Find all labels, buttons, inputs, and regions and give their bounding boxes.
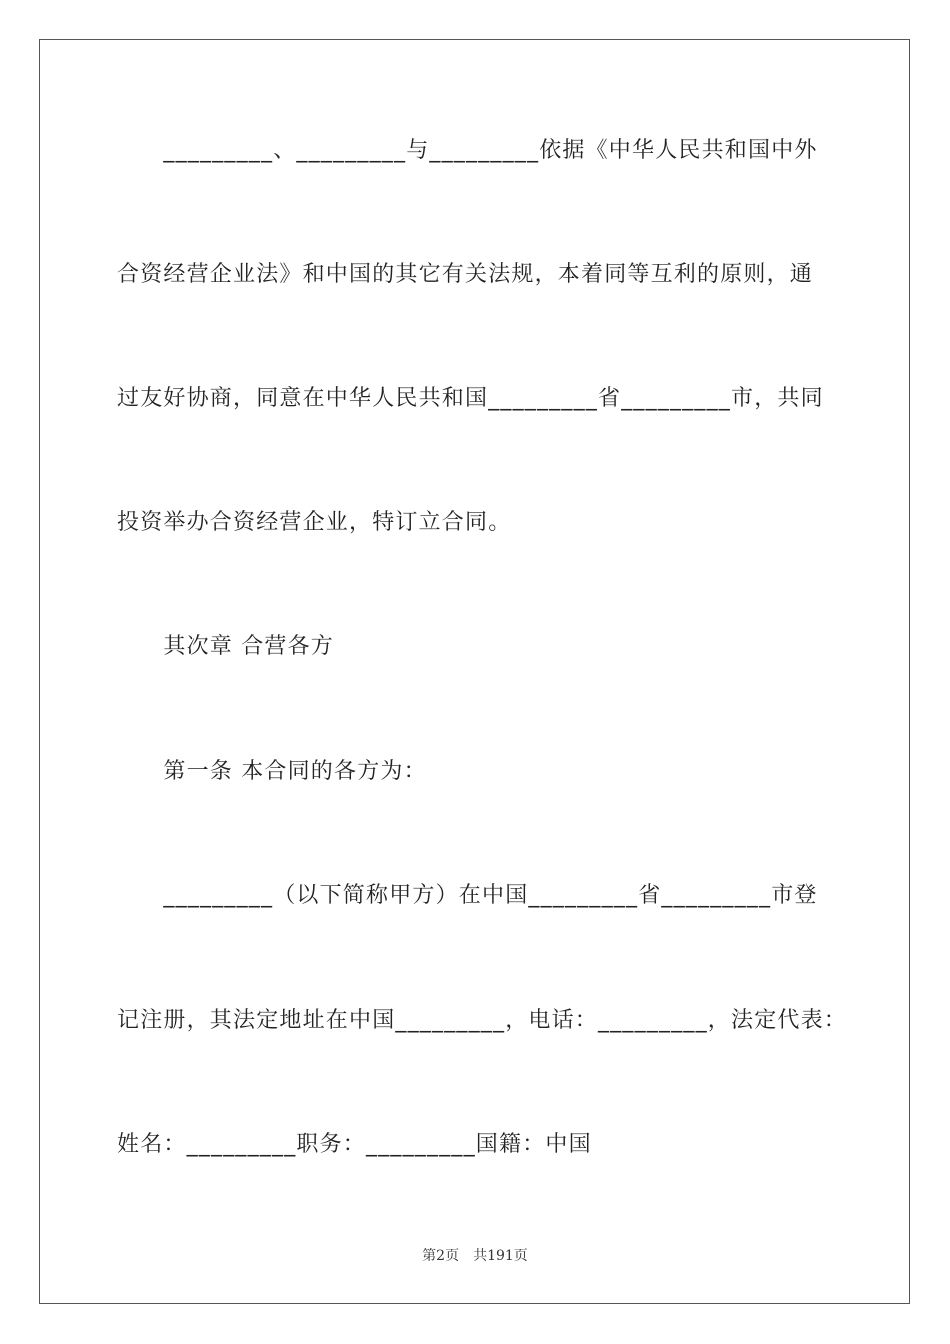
paragraph-line-2: 合资经营企业法》和中国的其它有关法规，本着同等互利的原则，通 xyxy=(117,262,814,287)
paragraph-line-9: 姓名：_________职务：_________国籍：中国 xyxy=(117,1132,592,1157)
page-footer: 第2页 共191页 xyxy=(422,1248,528,1264)
paragraph-line-7: _________（以下简称甲方）在中国_________省_________市登 xyxy=(117,883,818,908)
paragraph-line-3: 过友好协商，同意在中华人民共和国_________省_________市，共同 xyxy=(117,386,824,411)
paragraph-line-8: 记注册，其法定地址在中国_________，电话：_________，法定代表： xyxy=(117,1008,848,1033)
chapter-heading: 其次章 合营各方 xyxy=(117,634,334,659)
paragraph-line-1: _________、_________与_________依据《中华人民共和国中外 xyxy=(117,138,818,163)
article-heading: 第一条 本合同的各方为： xyxy=(117,759,427,784)
page-frame xyxy=(39,39,910,1304)
paragraph-line-4: 投资举办合资经营企业，特订立合同。 xyxy=(117,510,512,535)
